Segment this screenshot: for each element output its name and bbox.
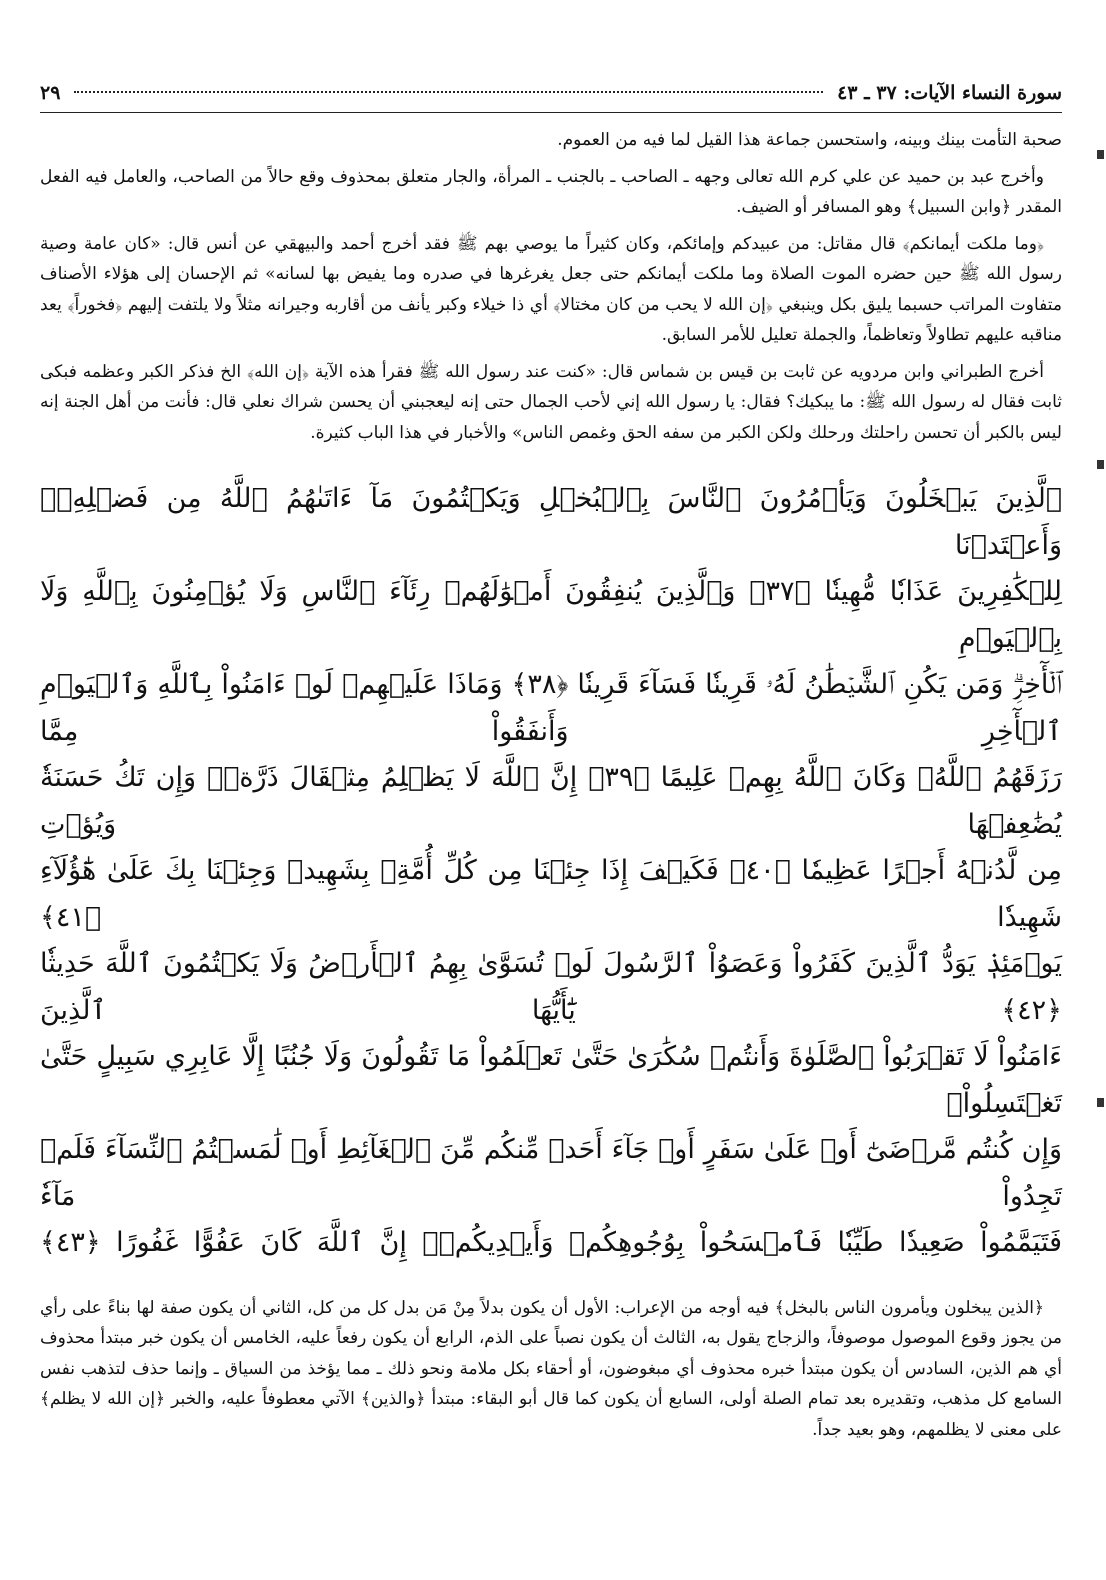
paragraph: أخرج الطبراني وابن مردويه عن ثابت بن قيس بن شماس قال: «كنت عند رسول الله ﷺ فقرأ هذه الآية ﴿إن الله﴾ الخ فذكر الكبر وعظمه فبكى ثابت فقال له رسول الله ﷺ: ما يبكيك؟ فقال: يا رسول الله إني لأحب الجمال حتى إنه ليعجبني أن يحسن شراك نعلي قال: فأنت من أهل الجنة إنه ليس بالكبر أن تحسن راحلتك ورحلك ولكن الكبر من سفه الحق وغمص الناس» والأخبار في هذا الباب كثيرة. xyxy=(40,361,1062,443)
header-rule xyxy=(40,112,1062,113)
quran-line: فَتَيَمَّمُواْ صَعِيدٗا طَيِّبٗا فَٱمۡسَحُواْ بِوُجُوهِكُمۡ وَأَيۡدِيكُمۡۗ إِنَّ ٱللَّهَ كَانَ عَفُوًّا غَفُورًا ﴿٤٣﴾ xyxy=(40,1227,1062,1258)
paragraph: صحبة التأمت بينك وبينه، واستحسن جماعة هذا القيل لما فيه من العموم. xyxy=(557,130,1062,150)
quran-line: مِن لَّدُنۡهُ أَجۡرًا عَظِيمٗا ﴿٤٠﴾ فَكَيۡفَ إِذَا جِئۡنَا مِن كُلِّ أُمَّةِۭ بِشَهِيدٖ وَجِئۡنَا بِكَ عَلَىٰ هَٰٓؤُلَآءِ شَهِيدٗا ﴿٤١﴾ xyxy=(40,855,1062,933)
quran-line: ٱلَّذِينَ يَبۡخَلُونَ وَيَأۡمُرُونَ ٱلنَّاسَ بِٱلۡبُخۡلِ وَيَكۡتُمُونَ مَآ ءَاتَىٰهُمُ ٱللَّهُ مِن فَضۡلِهِۦۗ وَأَعۡتَدۡنَا xyxy=(40,483,1062,561)
scan-edge-mark xyxy=(1097,1098,1104,1107)
quran-line: لِلۡكَٰفِرِينَ عَذَابٗا مُّهِينٗا ﴿٣٧﴾ وَٱلَّذِينَ يُنفِقُونَ أَمۡوَٰلَهُمۡ رِئَآءَ ٱلنَّاسِ وَلَا يُؤۡمِنُونَ بِٱللَّهِ وَلَا بِٱلۡيَوۡمِ xyxy=(40,576,1063,654)
quran-line: وَإِن كُنتُم مَّرۡضَىٰٓ أَوۡ عَلَىٰ سَفَرٍ أَوۡ جَآءَ أَحَدٞ مِّنكُم مِّنَ ٱلۡغَآئِطِ أَوۡ لَٰمَسۡتُمُ ٱلنِّسَآءَ فَلَمۡ تَجِدُواْ مَآءٗ xyxy=(40,1134,1062,1212)
scan-edge-mark xyxy=(1097,150,1104,159)
scan-edge-mark xyxy=(1097,460,1104,469)
paragraph: ﴿الذين يبخلون ويأمرون الناس بالبخل﴾ فيه أوجه من الإعراب: الأول أن يكون بدلاً مِنْ مَن بدل كل من كل، الثاني أن يكون صفة لها بناءً على رأي من يجوز وقوع الموصول موصوفاً، والزجاج يقول به، الثالث أن يكون نصباً على الذم، الرابع أن يكون رفعاً عليه، الخامس أن يكون خبر مبتدأ محذوف أي هم الذين، السادس أن يكون مبتدأ خبره محذوف أي مبغوضون، أو أحقاء بكل ملامة ونحو ذلك ـ مما يؤخذ من السياق ـ وإنما حذف لتذهب نفس السامع كل مذهب، وتقديره بعد تمام الصلة أولى، السابع أن يكون كما قال أبو البقاء: مبتدأ ﴿والذين﴾ الآتي معطوفاً عليه، والخبر ﴿إن الله لا يظلم﴾ على معنى لا يظلمهم، وهو بعيد جداً. xyxy=(40,1297,1062,1440)
commentary-top xyxy=(40,125,1062,448)
header-leader-dots xyxy=(74,91,823,93)
quran-verses-block xyxy=(40,476,1062,1267)
running-header xyxy=(40,78,1062,108)
commentary-bottom xyxy=(40,1293,1062,1446)
quran-line: رَزَقَهُمُ ٱللَّهُۚ وَكَانَ ٱللَّهُ بِهِمۡ عَلِيمًا ﴿٣٩﴾ إِنَّ ٱللَّهَ لَا يَظۡلِمُ مِثۡقَالَ ذَرَّةٖۖ وَإِن تَكُ حَسَنَةٗ يُضَٰعِفۡهَا وَيُؤۡتِ xyxy=(40,762,1062,840)
header-title: سورة النساء الآيات: ٣٧ ـ ٤٣ xyxy=(837,82,1062,104)
quran-line: ٱلۡأٓخِرِۗ وَمَن يَكُنِ ٱلشَّيۡطَٰنُ لَهُۥ قَرِينٗا فَسَآءَ قَرِينٗا ﴿٣٨﴾ وَمَاذَا عَلَيۡهِمۡ لَوۡ ءَامَنُواْ بِٱللَّهِ وَٱلۡيَوۡمِ ٱلۡأٓخِرِ وَأَنفَقُواْ مِمَّا xyxy=(40,669,1063,747)
paragraph: وأخرج عبد بن حميد عن علي كرم الله تعالى وجهه ـ الصاحب ـ بالجنب ـ المرأة، والجار متعلق بمحذوف وقع حالاً من الصاحب، والعامل فيه الفعل المقدر ﴿وابن السبيل﴾ وهو المسافر أو الضيف. xyxy=(40,166,1062,217)
page-number: ٢٩ xyxy=(40,82,61,104)
book-page xyxy=(40,78,1062,1558)
quran-line: يَوۡمَئِذٖ يَوَدُّ ٱلَّذِينَ كَفَرُواْ وَعَصَوُاْ ٱلرَّسُولَ لَوۡ تُسَوَّىٰ بِهِمُ ٱلۡأَرۡضُ وَلَا يَكۡتُمُونَ ٱللَّهَ حَدِيثٗا ﴿٤٢﴾ يَٰٓأَيُّهَا ٱلَّذِينَ xyxy=(40,948,1062,1026)
quran-line: ءَامَنُواْ لَا تَقۡرَبُواْ ٱلصَّلَوٰةَ وَأَنتُمۡ سُكَٰرَىٰ حَتَّىٰ تَعۡلَمُواْ مَا تَقُولُونَ وَلَا جُنُبًا إِلَّا عَابِرِي سَبِيلٍ حَتَّىٰ تَغۡتَسِلُواْۚ xyxy=(40,1041,1062,1119)
paragraph: ﴿وما ملكت أيمانكم﴾ قال مقاتل: من عبيدكم وإمائكم، وكان كثيراً ما يوصي بهم ﷺ فقد أخرج أحمد والبيهقي عن أنس قال: «كان عامة وصية رسول الله ﷺ حين حضره الموت الصلاة وما ملكت أيمانكم حتى جعل يغرغرها في صدره وما يفيض بها لسانه» ثم الإحسان إلى هؤلاء الأصناف متفاوت المراتب حسبما يليق بكل وينبغي ﴿إن الله لا يحب من كان مختالا﴾ أي ذا خيلاء وكبر يأنف من أقاربه وجيرانه مثلاً ولا يلتفت إليهم ﴿فخوراً﴾ يعد مناقبه عليهم تطاولاً وتعاظماً، والجملة تعليل للأمر السابق. xyxy=(40,233,1062,345)
